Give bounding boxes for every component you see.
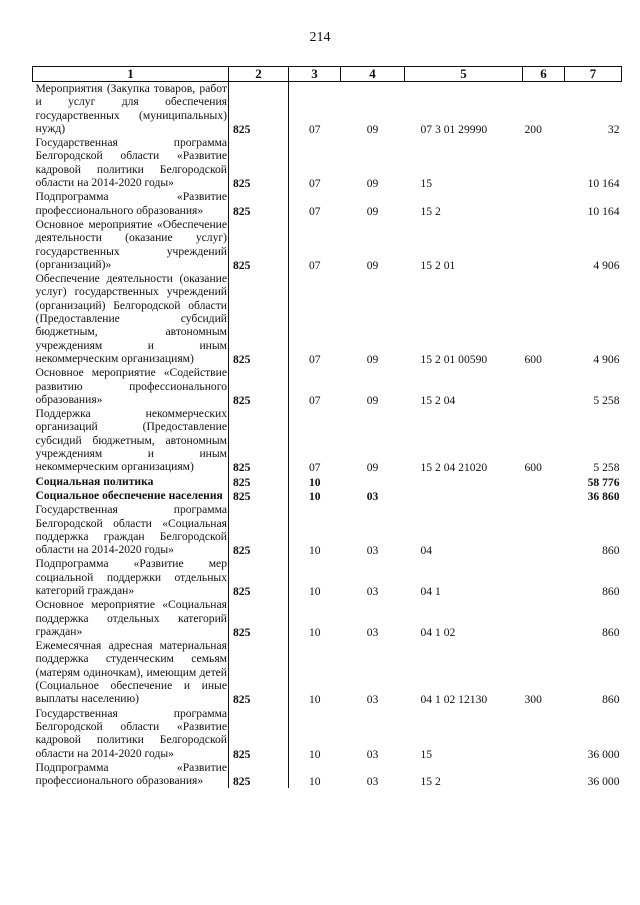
row-description: Социальное обеспечение населения [33, 489, 229, 503]
row-amount: 58 776 [587, 475, 620, 489]
row-description: Поддержка некоммерческих организаций (Предоставление субсидий бюджетным, автономным учреждениям и иным некоммерческим организациям) [33, 407, 229, 474]
row-ministry-code: 825 [229, 475, 289, 489]
row-section-code: 07 [308, 352, 321, 366]
row-subsection-code: 03 [366, 489, 379, 503]
row-section-code: 10 [308, 544, 321, 558]
row-description: Обеспечение деятельности (оказание услуг) государственных учреждений (организаций) Белгородской области (Предоставление субсидий бюджетным, автономным учреждениям и иным некоммерческим организациям) [33, 272, 229, 366]
row-ministry-code: 825 [229, 218, 289, 272]
row-subsection-code: 09 [366, 393, 379, 407]
row-expense-type [523, 503, 565, 557]
row-expense-type: 600 [524, 461, 542, 475]
table-row [33, 557, 622, 598]
row-target-article: 15 2 01 00590 [420, 352, 488, 366]
row-target-article: 04 [420, 544, 433, 558]
row-target-article: 15 2 [420, 204, 441, 218]
header-col-6: 6 [523, 67, 565, 82]
row-ministry-code: 825 [229, 82, 289, 137]
row-expense-type [523, 218, 565, 272]
table-row [33, 272, 622, 366]
row-subsection-code: 09 [366, 177, 379, 191]
table-body [33, 82, 622, 789]
row-ministry-code: 825 [229, 366, 289, 407]
table-row [33, 639, 622, 706]
table-row [33, 503, 622, 557]
table-row [33, 475, 622, 489]
table-row [33, 82, 622, 137]
row-description: Подпрограмма «Развитие профессионального образования» [33, 761, 229, 789]
row-target-article: 15 2 [420, 775, 441, 789]
row-ministry-code: 825 [229, 136, 289, 190]
row-amount: 4 906 [593, 258, 620, 272]
row-amount: 860 [602, 544, 620, 558]
row-description: Государственная программа Белгородской области «Развитие кадровой политики Белгородской области на 2014-2020 годы» [33, 136, 229, 190]
header-col-5: 5 [405, 67, 523, 82]
row-subsection-code: 09 [366, 122, 379, 136]
row-expense-type [523, 761, 565, 789]
row-target-article [405, 489, 523, 503]
row-expense-type [523, 190, 565, 218]
row-description: Социальная политика [33, 475, 229, 489]
row-ministry-code: 825 [229, 639, 289, 706]
row-target-article: 07 3 01 29990 [420, 122, 488, 136]
row-expense-type [523, 366, 565, 407]
table-row [33, 707, 622, 761]
row-section-code: 07 [308, 204, 321, 218]
row-ministry-code: 825 [229, 557, 289, 598]
table-row [33, 190, 622, 218]
table-row [33, 598, 622, 639]
row-amount: 5 258 [593, 393, 620, 407]
row-ministry-code: 825 [229, 190, 289, 218]
row-section-code: 07 [308, 122, 321, 136]
row-amount: 32 [607, 122, 620, 136]
row-expense-type [523, 557, 565, 598]
row-expense-type [523, 598, 565, 639]
row-amount: 36 000 [587, 747, 620, 761]
row-amount: 10 164 [587, 177, 620, 191]
row-ministry-code: 825 [229, 598, 289, 639]
row-amount: 36 000 [587, 775, 620, 789]
row-section-code: 07 [308, 258, 321, 272]
header-col-1: 1 [33, 67, 229, 82]
row-target-article: 15 2 04 21020 [420, 461, 488, 475]
row-amount: 860 [602, 625, 620, 639]
row-subsection-code: 09 [366, 204, 379, 218]
table-row [33, 489, 622, 503]
row-description: Государственная программа Белгородской области «Социальная поддержка граждан Белгородской области на 2014-2020 годы» [33, 503, 229, 557]
row-expense-type: 600 [524, 352, 542, 366]
header-col-7: 7 [565, 67, 622, 82]
row-description: Мероприятия (Закупка товаров, работ и услуг для обеспечения государственных (муниципальных) нужд) [33, 82, 229, 137]
row-subsection-code: 09 [366, 258, 379, 272]
row-subsection-code [341, 475, 405, 489]
row-section-code: 10 [308, 475, 321, 489]
header-col-4: 4 [341, 67, 405, 82]
row-expense-type [523, 707, 565, 761]
row-target-article: 04 1 [420, 584, 441, 598]
row-ministry-code: 825 [229, 407, 289, 474]
header-col-3: 3 [289, 67, 341, 82]
row-amount: 4 906 [593, 352, 620, 366]
row-expense-type [523, 489, 565, 503]
row-subsection-code: 03 [366, 584, 379, 598]
row-section-code: 10 [308, 693, 321, 707]
row-section-code: 07 [308, 461, 321, 475]
row-target-article: 04 1 02 12130 [420, 693, 488, 707]
table-row [33, 761, 622, 789]
row-ministry-code: 825 [229, 707, 289, 761]
budget-table [32, 66, 622, 788]
row-subsection-code: 03 [366, 775, 379, 789]
row-subsection-code: 09 [366, 461, 379, 475]
row-target-article: 15 [420, 747, 433, 761]
row-ministry-code: 825 [229, 503, 289, 557]
row-expense-type [523, 136, 565, 190]
row-section-code: 07 [308, 393, 321, 407]
page-number: 214 [309, 30, 331, 45]
table-header-row [33, 67, 622, 82]
row-section-code: 10 [308, 775, 321, 789]
row-expense-type: 300 [524, 693, 542, 707]
row-ministry-code: 825 [229, 761, 289, 789]
row-subsection-code: 03 [366, 747, 379, 761]
row-target-article: 15 2 04 [420, 393, 456, 407]
row-amount: 5 258 [593, 461, 620, 475]
row-target-article: 15 2 01 [420, 258, 456, 272]
row-ministry-code: 825 [229, 489, 289, 503]
row-ministry-code: 825 [229, 272, 289, 366]
row-amount: 860 [602, 584, 620, 598]
row-description: Ежемесячная адресная материальная поддержка студенческим семьям (матерям одиночкам), имеющим детей (Социальное обеспечение и иные выплаты населению) [33, 639, 229, 706]
row-target-article: 04 1 02 [420, 625, 456, 639]
row-description: Государственная программа Белгородской области «Развитие кадровой политики Белгородской области на 2014-2020 годы» [33, 707, 229, 761]
table-row [33, 366, 622, 407]
row-section-code: 10 [308, 489, 321, 503]
table-row [33, 407, 622, 474]
row-subsection-code: 09 [366, 352, 379, 366]
row-description: Основное мероприятие «Содействие развитию профессионального образования» [33, 366, 229, 407]
row-amount: 10 164 [587, 204, 620, 218]
row-amount: 860 [602, 693, 620, 707]
table-row [33, 218, 622, 272]
row-subsection-code: 03 [366, 544, 379, 558]
row-expense-type [523, 475, 565, 489]
row-subsection-code: 03 [366, 625, 379, 639]
row-target-article: 15 [420, 177, 433, 191]
row-description: Основное мероприятие «Социальная поддержка отдельных категорий граждан» [33, 598, 229, 639]
row-section-code: 10 [308, 747, 321, 761]
row-description: Подпрограмма «Развитие профессионального образования» [33, 190, 229, 218]
table-row [33, 136, 622, 190]
row-target-article [405, 475, 523, 489]
row-amount: 36 860 [587, 489, 620, 503]
row-description: Основное мероприятие «Обеспечение деятельности (оказание услуг) государственных учреждений (организаций)» [33, 218, 229, 272]
row-subsection-code: 03 [366, 693, 379, 707]
row-section-code: 10 [308, 625, 321, 639]
row-section-code: 07 [308, 177, 321, 191]
row-section-code: 10 [308, 584, 321, 598]
row-description: Подпрограмма «Развитие мер социальной поддержки отдельных категорий граждан» [33, 557, 229, 598]
header-col-2: 2 [229, 67, 289, 82]
row-expense-type: 200 [524, 122, 542, 136]
